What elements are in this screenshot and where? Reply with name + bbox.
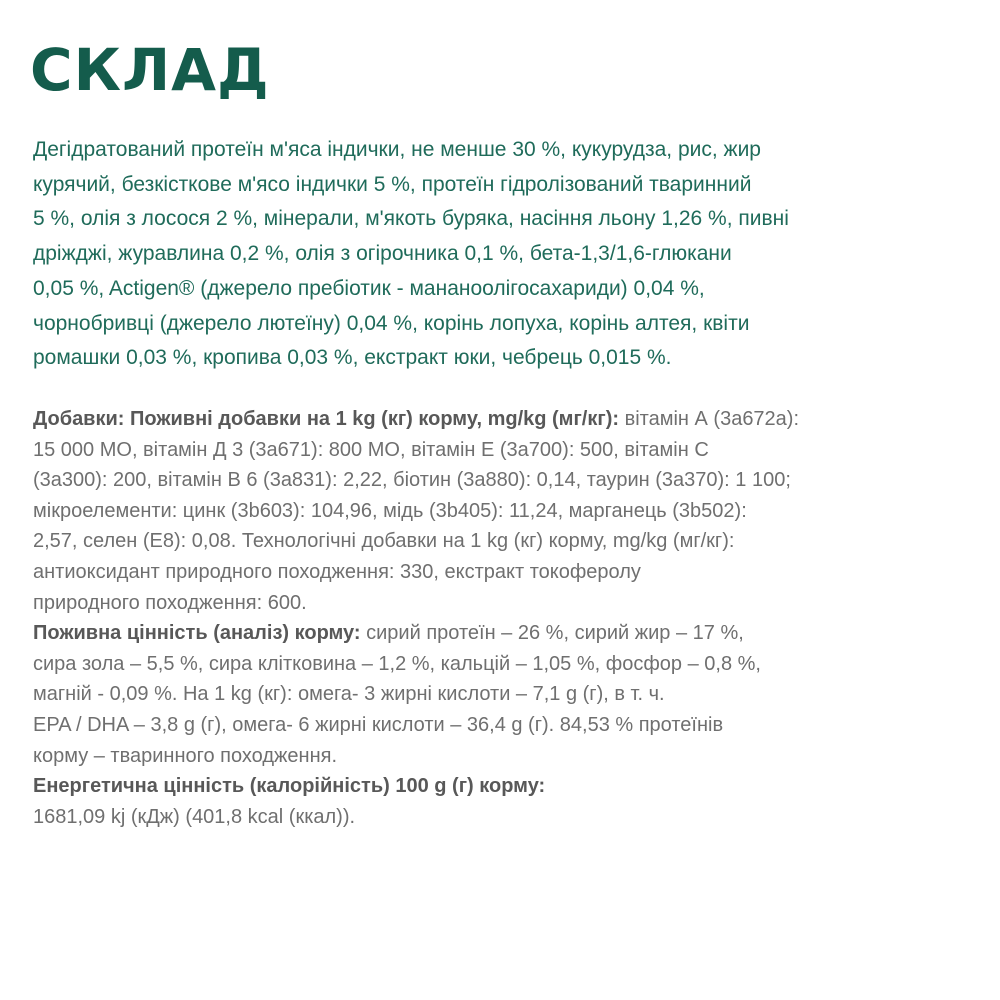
composition-line: курячий, безкісткове м'ясо індички 5 %, протеїн гідролізований тваринний <box>33 172 752 196</box>
composition-line: ромашки 0,03 %, кропива 0,03 %, екстракт юки, чебрець 0,015 %. <box>33 346 672 370</box>
additives-line: антиоксидант природного походження: 330, екстракт токоферолу <box>33 560 641 583</box>
additives-first-line <box>33 404 983 435</box>
composition-line: чорнобривці (джерело лютеїну) 0,04 %, корінь лопуха, корінь алтея, квіти <box>33 311 750 335</box>
additives-line: 15 000 МО, вітамін Д 3 (3а671): 800 МО, вітамін Е (3а700): 500, вітамін С <box>33 438 709 461</box>
nutrition-line: корму – тваринного походження. <box>33 744 337 767</box>
additives-first-line-text: вітамін А (3а672а): <box>619 408 800 430</box>
composition-line: 0,05 %, Actigen® (джерело пребіотик - мананоолігосахариди) 0,04 %, <box>33 276 705 300</box>
composition-line: 5 %, олія з лосося 2 %, мінерали, м'якоть буряка, насіння льону 1,26 %, пивні <box>33 207 789 231</box>
energy-line: 1681,09 kj (кДж) (401,8 kcal (ккал)). <box>33 805 356 828</box>
nutrition-line: EPA / DHA – 3,8 g (г), омега- 6 жирні кислоти – 36,4 g (г). 84,53 % протеїнів <box>33 713 724 736</box>
nutrition-first-line-text: сирий протеїн – 26 %, сирий жир – 17 %, <box>360 622 744 645</box>
energy-heading: Енергетична цінність (калорійність) 100 g (г) корму: <box>33 775 546 798</box>
nutrition-heading: Поживна цінність (аналіз) корму: <box>33 622 361 645</box>
energy-first-line <box>33 771 983 802</box>
composition-text <box>33 133 983 376</box>
additives-heading: Добавки: Поживні добавки на 1 kg (кг) корму, mg/kg (мг/кг): <box>33 408 620 430</box>
additives-line: 2,57, селен (Е8): 0,08. Технологічні добавки на 1 kg (кг) корму, mg/kg (мг/кг): <box>33 530 735 553</box>
nutrition-line: сира зола – 5,5 %, сира клітковина – 1,2 %, кальцій – 1,05 %, фосфор – 0,8 %, <box>33 652 761 675</box>
nutrition-line: магній - 0,09 %. На 1 kg (кг): омега- 3 жирні кислоти – 7,1 g (г), в т. ч. <box>33 683 665 706</box>
additives-line: природного походження: 600. <box>33 591 307 614</box>
composition-line: дріжджі, журавлина 0,2 %, олія з огірочника 0,1 %, бета-1,3/1,6-глюкани <box>33 242 732 266</box>
nutrition-first-line <box>33 618 983 649</box>
additives-line: (3а300): 200, вітамін В 6 (3а831): 2,22, біотин (3а880): 0,14, таурин (3а370): 1 100; <box>33 469 791 492</box>
composition-line: Дегідратований протеїн м'яса індички, не менше 30 %, кукурудза, рис, жир <box>33 138 761 161</box>
additives-line: мікроелементи: цинк (3b603): 104,96, мідь (3b405): 11,24, марганець (3b502): <box>33 499 747 522</box>
details-section <box>33 404 983 832</box>
page-title: СКЛАД <box>30 36 270 104</box>
